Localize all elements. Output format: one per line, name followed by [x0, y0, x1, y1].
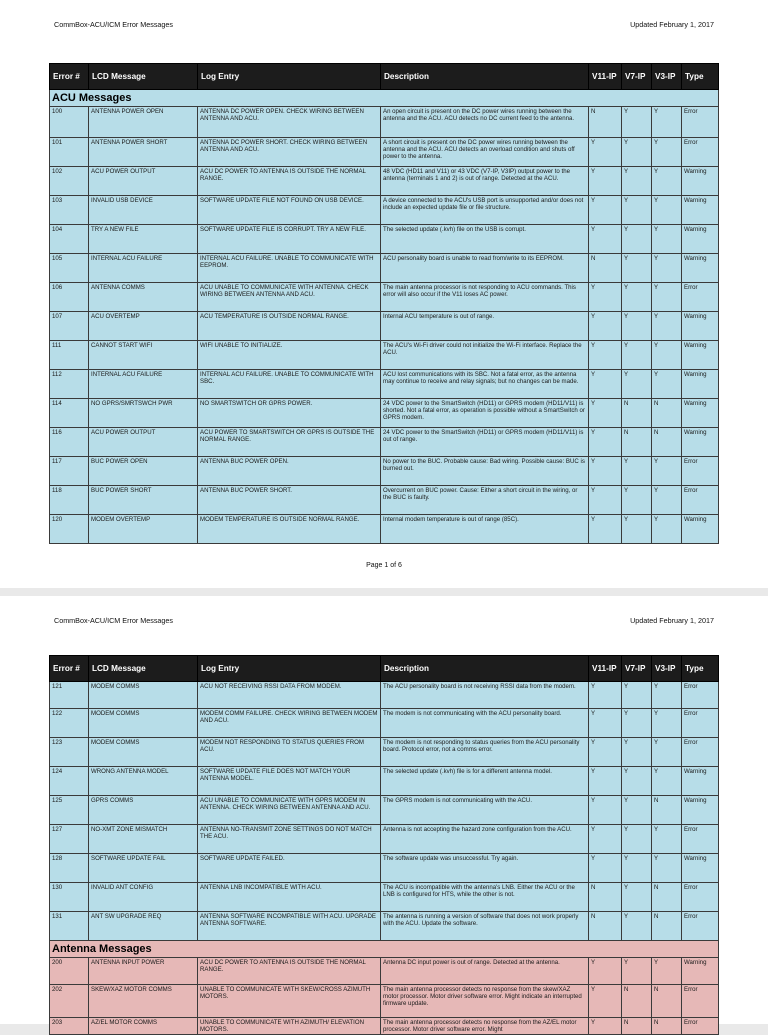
- column-header-error-code: Error #: [50, 64, 89, 90]
- cell-log-entry: WIFI UNABLE TO INITIALIZE.: [198, 341, 381, 370]
- cell-v3-ip: Y: [652, 254, 682, 283]
- cell-log-entry: INTERNAL ACU FAILURE. UNABLE TO COMMUNICATE WITH SBC.: [198, 370, 381, 399]
- page-header: [54, 616, 714, 628]
- cell-log-entry: ACU POWER TO SMARTSWITCH OR GPRS IS OUTSIDE THE NORMAL RANGE.: [198, 428, 381, 457]
- table-row: [50, 341, 719, 370]
- cell-description: The software update was unsuccessful. Try again.: [381, 854, 589, 883]
- cell-v7-ip: N: [622, 399, 652, 428]
- table-row: [50, 709, 719, 738]
- cell-type: Warning: [682, 370, 719, 399]
- cell-v3-ip: Y: [652, 854, 682, 883]
- cell-description: The GPRS modem is not communicating with the ACU.: [381, 796, 589, 825]
- cell-lcd-message: MODEM COMMS: [89, 682, 198, 709]
- table-row: [50, 312, 719, 341]
- cell-v3-ip: N: [652, 796, 682, 825]
- section-row: [50, 941, 719, 958]
- column-header-v11-ip: V11-IP: [589, 64, 622, 90]
- cell-v11-ip: Y: [589, 682, 622, 709]
- cell-v3-ip: Y: [652, 825, 682, 854]
- cell-lcd-message: INVALID ANT CONFIG: [89, 883, 198, 912]
- cell-v7-ip: Y: [622, 167, 652, 196]
- cell-lcd-message: INTERNAL ACU FAILURE: [89, 370, 198, 399]
- header-date: Updated February 1, 2017: [630, 20, 714, 29]
- cell-v7-ip: Y: [622, 254, 652, 283]
- table-row: [50, 399, 719, 428]
- cell-type: Error: [682, 682, 719, 709]
- cell-error-code: 123: [50, 738, 89, 767]
- cell-lcd-message: ACU OVERTEMP: [89, 312, 198, 341]
- cell-v3-ip: Y: [652, 682, 682, 709]
- table-row: [50, 167, 719, 196]
- cell-v7-ip: Y: [622, 370, 652, 399]
- table-row: [50, 283, 719, 312]
- cell-log-entry: ANTENNA BUC POWER OPEN.: [198, 457, 381, 486]
- column-header-error-code: Error #: [50, 656, 89, 682]
- cell-lcd-message: ANTENNA COMMS: [89, 283, 198, 312]
- cell-v7-ip: Y: [622, 457, 652, 486]
- cell-v11-ip: Y: [589, 370, 622, 399]
- cell-description: No power to the BUC. Probable cause: Bad wiring. Possible cause: BUC is burned out.: [381, 457, 589, 486]
- cell-log-entry: MODEM COMM FAILURE. CHECK WIRING BETWEEN MODEM AND ACU.: [198, 709, 381, 738]
- cell-type: Warning: [682, 958, 719, 985]
- cell-v7-ip: Y: [622, 682, 652, 709]
- table-row: [50, 254, 719, 283]
- cell-description: Antenna is not accepting the hazard zone configuration from the ACU.: [381, 825, 589, 854]
- cell-lcd-message: NO-XMT ZONE MISMATCH: [89, 825, 198, 854]
- cell-v11-ip: Y: [589, 515, 622, 544]
- table-row: [50, 428, 719, 457]
- section-title: Antenna Messages: [50, 941, 719, 958]
- cell-v3-ip: Y: [652, 283, 682, 312]
- cell-v3-ip: Y: [652, 486, 682, 515]
- cell-log-entry: SOFTWARE UPDATE FILE NOT FOUND ON USB DEVICE.: [198, 196, 381, 225]
- cell-v11-ip: Y: [589, 341, 622, 370]
- cell-lcd-message: CANNOT START WIFI: [89, 341, 198, 370]
- column-header-lcd-message: LCD Message: [89, 64, 198, 90]
- cell-v3-ip: N: [652, 399, 682, 428]
- cell-v3-ip: Y: [652, 312, 682, 341]
- cell-type: Warning: [682, 515, 719, 544]
- cell-log-entry: ACU DC POWER TO ANTENNA IS OUTSIDE THE NORMAL RANGE.: [198, 958, 381, 985]
- cell-error-code: 114: [50, 399, 89, 428]
- cell-error-code: 121: [50, 682, 89, 709]
- document-page-2: [0, 596, 768, 1034]
- cell-v11-ip: Y: [589, 854, 622, 883]
- cell-v7-ip: Y: [622, 138, 652, 167]
- cell-lcd-message: ANTENNA POWER OPEN: [89, 107, 198, 138]
- cell-log-entry: SOFTWARE UPDATE FILE DOES NOT MATCH YOUR ANTENNA MODEL.: [198, 767, 381, 796]
- cell-v7-ip: Y: [622, 225, 652, 254]
- cell-error-code: 104: [50, 225, 89, 254]
- column-header-v3-ip: V3-IP: [652, 656, 682, 682]
- column-header-log-entry: Log Entry: [198, 64, 381, 90]
- cell-log-entry: ACU DC POWER TO ANTENNA IS OUTSIDE THE NORMAL RANGE.: [198, 167, 381, 196]
- table-row: [50, 457, 719, 486]
- table-header-row: [50, 64, 719, 90]
- cell-description: 24 VDC power to the SmartSwitch (HD11) or GPRS modem (HD11/V11) is out of range.: [381, 428, 589, 457]
- cell-description: The main antenna processor detects no response from the skew/XAZ motor processor. Motor driver software error. Might indicate an interrupted firmware update.: [381, 985, 589, 1018]
- cell-type: Warning: [682, 341, 719, 370]
- cell-error-code: 102: [50, 167, 89, 196]
- cell-description: The main antenna processor detects no response from the AZ/EL motor processor. Motor driver software error. Might: [381, 1018, 589, 1035]
- cell-description: The ACU personality board is not receiving RSSI data from the modem.: [381, 682, 589, 709]
- cell-error-code: 101: [50, 138, 89, 167]
- cell-error-code: 100: [50, 107, 89, 138]
- cell-log-entry: UNABLE TO COMMUNICATE WITH AZIMUTH/ ELEVATION MOTORS.: [198, 1018, 381, 1035]
- cell-error-code: 125: [50, 796, 89, 825]
- cell-v11-ip: Y: [589, 825, 622, 854]
- table-row: [50, 486, 719, 515]
- table-row: [50, 912, 719, 941]
- table-row: [50, 107, 719, 138]
- cell-lcd-message: SOFTWARE UPDATE FAIL: [89, 854, 198, 883]
- cell-v7-ip: Y: [622, 515, 652, 544]
- cell-type: Warning: [682, 312, 719, 341]
- cell-lcd-message: NO GPRS/SMRTSWCH PWR: [89, 399, 198, 428]
- table-row: [50, 138, 719, 167]
- cell-description: 48 VDC (HD11 and V11) or 43 VDC (V7-IP, V3IP) output power to the antenna (terminals 1 and 2) is out of range. Detected at the ACU.: [381, 167, 589, 196]
- cell-v11-ip: Y: [589, 312, 622, 341]
- cell-description: 24 VDC power to the SmartSwitch (HD11) or GPRS modem (HD11/V11) is shorted. Not a fatal error, as operation is possible without a SmartSwitch or GPRS modem.: [381, 399, 589, 428]
- cell-v3-ip: N: [652, 985, 682, 1018]
- cell-v3-ip: Y: [652, 225, 682, 254]
- cell-v7-ip: Y: [622, 196, 652, 225]
- column-header-type: Type: [682, 656, 719, 682]
- column-header-v7-ip: V7-IP: [622, 656, 652, 682]
- cell-v11-ip: Y: [589, 985, 622, 1018]
- column-header-type: Type: [682, 64, 719, 90]
- cell-type: Error: [682, 738, 719, 767]
- cell-error-code: 131: [50, 912, 89, 941]
- cell-v3-ip: Y: [652, 767, 682, 796]
- cell-v7-ip: Y: [622, 958, 652, 985]
- table-row: [50, 515, 719, 544]
- table-row: [50, 738, 719, 767]
- cell-v3-ip: Y: [652, 457, 682, 486]
- cell-description: The selected update (.kvh) file is for a different antenna model.: [381, 767, 589, 796]
- table-row: [50, 796, 719, 825]
- table-row: [50, 370, 719, 399]
- cell-v11-ip: Y: [589, 196, 622, 225]
- cell-description: Antenna DC input power is out of range. Detected at the antenna.: [381, 958, 589, 985]
- cell-error-code: 128: [50, 854, 89, 883]
- table-row: [50, 225, 719, 254]
- cell-description: ACU personality board is unable to read from/write to its EEPROM.: [381, 254, 589, 283]
- header-title: CommBox-ACU/ICM Error Messages: [54, 20, 174, 29]
- cell-v11-ip: N: [589, 107, 622, 138]
- cell-lcd-message: ANT SW UPGRADE REQ: [89, 912, 198, 941]
- cell-error-code: 116: [50, 428, 89, 457]
- cell-lcd-message: GPRS COMMS: [89, 796, 198, 825]
- cell-lcd-message: MODEM OVERTEMP: [89, 515, 198, 544]
- cell-v11-ip: Y: [589, 958, 622, 985]
- cell-error-code: 117: [50, 457, 89, 486]
- cell-description: The modem is not responding to status queries from the ACU personality board. Protocol error, not a comms error.: [381, 738, 589, 767]
- cell-type: Error: [682, 883, 719, 912]
- cell-v7-ip: Y: [622, 825, 652, 854]
- cell-lcd-message: BUC POWER OPEN: [89, 457, 198, 486]
- column-header-lcd-message: LCD Message: [89, 656, 198, 682]
- cell-type: Warning: [682, 196, 719, 225]
- cell-type: Error: [682, 107, 719, 138]
- cell-log-entry: ACU NOT RECEIVING RSSI DATA FROM MODEM.: [198, 682, 381, 709]
- cell-v11-ip: Y: [589, 283, 622, 312]
- cell-v11-ip: Y: [589, 428, 622, 457]
- cell-v11-ip: Y: [589, 1018, 622, 1035]
- cell-v3-ip: N: [652, 1018, 682, 1035]
- cell-log-entry: NO SMARTSWITCH OR GPRS POWER.: [198, 399, 381, 428]
- cell-v7-ip: N: [622, 1018, 652, 1035]
- cell-v7-ip: N: [622, 428, 652, 457]
- cell-v7-ip: Y: [622, 854, 652, 883]
- cell-v3-ip: Y: [652, 370, 682, 399]
- cell-error-code: 130: [50, 883, 89, 912]
- table-row: [50, 825, 719, 854]
- cell-v11-ip: N: [589, 883, 622, 912]
- cell-v7-ip: Y: [622, 883, 652, 912]
- cell-lcd-message: MODEM COMMS: [89, 738, 198, 767]
- cell-lcd-message: INTERNAL ACU FAILURE: [89, 254, 198, 283]
- cell-type: Error: [682, 138, 719, 167]
- cell-lcd-message: AZ/EL MOTOR COMMS: [89, 1018, 198, 1035]
- cell-v3-ip: N: [652, 428, 682, 457]
- cell-type: Error: [682, 825, 719, 854]
- cell-error-code: 112: [50, 370, 89, 399]
- table-row: [50, 985, 719, 1018]
- cell-error-code: 105: [50, 254, 89, 283]
- cell-log-entry: MODEM TEMPERATURE IS OUTSIDE NORMAL RANGE.: [198, 515, 381, 544]
- cell-type: Warning: [682, 399, 719, 428]
- cell-v7-ip: Y: [622, 312, 652, 341]
- cell-v7-ip: Y: [622, 912, 652, 941]
- cell-type: Warning: [682, 854, 719, 883]
- cell-lcd-message: SKEW/XAZ MOTOR COMMS: [89, 985, 198, 1018]
- cell-log-entry: ANTENNA DC POWER SHORT. CHECK WIRING BETWEEN ANTENNA AND ACU.: [198, 138, 381, 167]
- error-table-page-1: [49, 63, 719, 544]
- cell-v7-ip: Y: [622, 283, 652, 312]
- cell-v3-ip: Y: [652, 341, 682, 370]
- cell-v7-ip: Y: [622, 341, 652, 370]
- cell-error-code: 111: [50, 341, 89, 370]
- cell-type: Warning: [682, 225, 719, 254]
- cell-error-code: 120: [50, 515, 89, 544]
- cell-v11-ip: Y: [589, 167, 622, 196]
- cell-v3-ip: Y: [652, 515, 682, 544]
- cell-v7-ip: Y: [622, 767, 652, 796]
- cell-lcd-message: WRONG ANTENNA MODEL: [89, 767, 198, 796]
- cell-v3-ip: Y: [652, 958, 682, 985]
- section-row: [50, 90, 719, 107]
- cell-type: Error: [682, 457, 719, 486]
- column-header-description: Description: [381, 656, 589, 682]
- cell-error-code: 127: [50, 825, 89, 854]
- cell-description: A short circuit is present on the DC power wires running between the antenna and the ACU. ACU detects an overload condition and shuts off power to the antenna.: [381, 138, 589, 167]
- cell-description: ACU lost communications with its SBC. Not a fatal error, as the antenna may continue to receive and relay signals; but no changes can be made.: [381, 370, 589, 399]
- cell-v3-ip: Y: [652, 138, 682, 167]
- cell-lcd-message: ACU POWER OUTPUT: [89, 428, 198, 457]
- cell-type: Warning: [682, 254, 719, 283]
- cell-log-entry: ACU TEMPERATURE IS OUTSIDE NORMAL RANGE.: [198, 312, 381, 341]
- table-row: [50, 958, 719, 985]
- cell-log-entry: ACU UNABLE TO COMMUNICATE WITH GPRS MODEM IN ANTENNA. CHECK WIRING BETWEEN ANTENNA AND ACU.: [198, 796, 381, 825]
- cell-error-code: 106: [50, 283, 89, 312]
- page-footer: Page 1 of 6: [366, 562, 402, 569]
- column-header-log-entry: Log Entry: [198, 656, 381, 682]
- cell-error-code: 122: [50, 709, 89, 738]
- cell-v11-ip: Y: [589, 457, 622, 486]
- cell-error-code: 124: [50, 767, 89, 796]
- cell-description: The main antenna processor is not responding to ACU commands. This error will also occur if the V11 loses AC power.: [381, 283, 589, 312]
- cell-description: Internal ACU temperature is out of range.: [381, 312, 589, 341]
- cell-type: Warning: [682, 428, 719, 457]
- cell-v3-ip: N: [652, 883, 682, 912]
- cell-log-entry: ANTENNA BUC POWER SHORT.: [198, 486, 381, 515]
- column-header-v3-ip: V3-IP: [652, 64, 682, 90]
- cell-error-code: 203: [50, 1018, 89, 1035]
- table-row: [50, 196, 719, 225]
- cell-log-entry: UNABLE TO COMMUNICATE WITH SKEW/CROSS AZIMUTH MOTORS.: [198, 985, 381, 1018]
- cell-log-entry: ANTENNA DC POWER OPEN. CHECK WIRING BETWEEN ANTENNA AND ACU.: [198, 107, 381, 138]
- cell-v7-ip: N: [622, 985, 652, 1018]
- cell-description: A device connected to the ACU's USB port is unsupported and/or does not include an expected update file or file structure.: [381, 196, 589, 225]
- cell-type: Error: [682, 283, 719, 312]
- cell-description: Overcurrent on BUC power. Cause: Either a short circuit in the wiring, or the BUC is faulty.: [381, 486, 589, 515]
- cell-v11-ip: Y: [589, 767, 622, 796]
- cell-type: Error: [682, 912, 719, 941]
- cell-description: The ACU's Wi-Fi driver could not initialize the Wi-Fi interface. Replace the ACU.: [381, 341, 589, 370]
- cell-error-code: 107: [50, 312, 89, 341]
- cell-v3-ip: Y: [652, 709, 682, 738]
- cell-v3-ip: Y: [652, 107, 682, 138]
- cell-description: The antenna is running a version of software that does not work properly with the ACU. Update the software.: [381, 912, 589, 941]
- column-header-v11-ip: V11-IP: [589, 656, 622, 682]
- table-row: [50, 883, 719, 912]
- cell-lcd-message: ACU POWER OUTPUT: [89, 167, 198, 196]
- cell-log-entry: ANTENNA LNB INCOMPATIBLE WITH ACU.: [198, 883, 381, 912]
- column-header-v7-ip: V7-IP: [622, 64, 652, 90]
- cell-v3-ip: Y: [652, 167, 682, 196]
- cell-description: An open circuit is present on the DC power wires running between the antenna and the ACU. ACU detects no DC current feed to the antenna.: [381, 107, 589, 138]
- cell-error-code: 202: [50, 985, 89, 1018]
- cell-lcd-message: ANTENNA POWER SHORT: [89, 138, 198, 167]
- table-row: [50, 767, 719, 796]
- table-row: [50, 1018, 719, 1035]
- cell-log-entry: SOFTWARE UPDATE FAILED.: [198, 854, 381, 883]
- error-table-page-2: [49, 655, 719, 1035]
- cell-description: The selected update (.kvh) file on the USB is corrupt.: [381, 225, 589, 254]
- cell-v3-ip: N: [652, 912, 682, 941]
- cell-lcd-message: INVALID USB DEVICE: [89, 196, 198, 225]
- section-title: ACU Messages: [50, 90, 719, 107]
- page-header: [54, 20, 714, 32]
- cell-type: Warning: [682, 796, 719, 825]
- cell-v11-ip: Y: [589, 796, 622, 825]
- cell-lcd-message: BUC POWER SHORT: [89, 486, 198, 515]
- cell-v11-ip: Y: [589, 709, 622, 738]
- cell-v11-ip: Y: [589, 138, 622, 167]
- header-date: Updated February 1, 2017: [630, 616, 714, 625]
- cell-log-entry: INTERNAL ACU FAILURE. UNABLE TO COMMUNICATE WITH EEPROM.: [198, 254, 381, 283]
- cell-error-code: 103: [50, 196, 89, 225]
- cell-lcd-message: MODEM COMMS: [89, 709, 198, 738]
- cell-v3-ip: Y: [652, 196, 682, 225]
- column-header-description: Description: [381, 64, 589, 90]
- table-header-row: [50, 656, 719, 682]
- table-row: [50, 682, 719, 709]
- cell-v11-ip: Y: [589, 399, 622, 428]
- cell-v7-ip: Y: [622, 107, 652, 138]
- cell-log-entry: SOFTWARE UPDATE FILE IS CORRUPT. TRY A NEW FILE.: [198, 225, 381, 254]
- cell-description: The modem is not communicating with the ACU personality board.: [381, 709, 589, 738]
- cell-v7-ip: Y: [622, 709, 652, 738]
- cell-description: Internal modem temperature is out of range (85C).: [381, 515, 589, 544]
- header-title: CommBox-ACU/ICM Error Messages: [54, 616, 174, 625]
- cell-description: The ACU is incompatible with the antenna's LNB. Either the ACU or the LNB is configured for HTS, while the other is not.: [381, 883, 589, 912]
- cell-log-entry: MODEM NOT RESPONDING TO STATUS QUERIES FROM ACU.: [198, 738, 381, 767]
- cell-log-entry: ANTENNA NO-TRANSMIT ZONE SETTINGS DO NOT MATCH THE ACU.: [198, 825, 381, 854]
- cell-v7-ip: Y: [622, 738, 652, 767]
- cell-v7-ip: Y: [622, 796, 652, 825]
- cell-error-code: 118: [50, 486, 89, 515]
- cell-lcd-message: ANTENNA INPUT POWER: [89, 958, 198, 985]
- cell-v11-ip: N: [589, 912, 622, 941]
- cell-log-entry: ACU UNABLE TO COMMUNICATE WITH ANTENNA. CHECK WIRING BETWEEN ANTENNA AND ACU.: [198, 283, 381, 312]
- cell-v11-ip: Y: [589, 486, 622, 515]
- cell-lcd-message: TRY A NEW FILE: [89, 225, 198, 254]
- cell-type: Error: [682, 1018, 719, 1035]
- cell-type: Error: [682, 985, 719, 1018]
- cell-v11-ip: Y: [589, 738, 622, 767]
- cell-type: Warning: [682, 767, 719, 796]
- table-row: [50, 854, 719, 883]
- cell-v7-ip: Y: [622, 486, 652, 515]
- cell-v3-ip: Y: [652, 738, 682, 767]
- cell-v11-ip: N: [589, 254, 622, 283]
- cell-error-code: 200: [50, 958, 89, 985]
- cell-v11-ip: Y: [589, 225, 622, 254]
- cell-log-entry: ANTENNA SOFTWARE INCOMPATIBLE WITH ACU. UPGRADE ANTENNA SOFTWARE.: [198, 912, 381, 941]
- cell-type: Warning: [682, 167, 719, 196]
- cell-type: Error: [682, 486, 719, 515]
- cell-type: Error: [682, 709, 719, 738]
